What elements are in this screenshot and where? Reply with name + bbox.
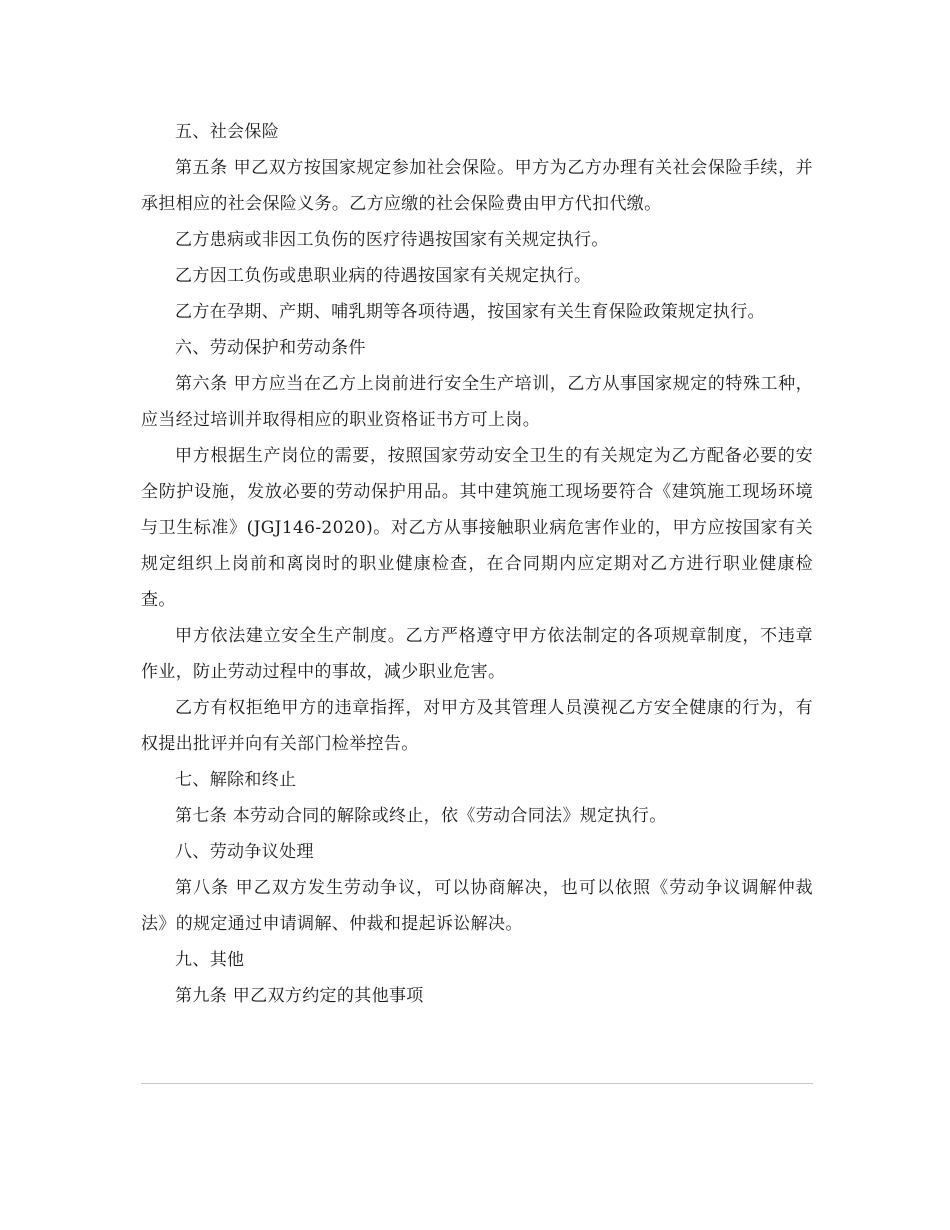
section-heading-labor-protection: 六、劳动保护和劳动条件 (175, 338, 366, 358)
article-9-paragraph: 第九条 甲乙双方约定的其他事项 (175, 986, 424, 1006)
section-heading-termination: 七、解除和终止 (175, 770, 297, 790)
work-injury-paragraph: 乙方因工负伤或患职业病的待遇按国家有关规定执行。 (175, 266, 592, 286)
section-heading-disputes: 八、劳动争议处理 (175, 842, 314, 862)
article-8-paragraph: 第八条 甲乙双方发生劳动争议，可以协商解决，也可以依照《劳动争议调解仲裁法》的规定通过申请调解、仲裁和提起诉讼解决。 (141, 878, 813, 934)
illness-treatment-paragraph: 乙方患病或非因工负伤的医疗待遇按国家有关规定执行。 (175, 230, 609, 250)
article-6-paragraph: 第六条 甲方应当在乙方上岗前进行安全生产培训，乙方从事国家规定的特殊工种，应当经过培训并取得相应的职业资格证书方可上岗。 (141, 374, 813, 430)
safety-equipment-paragraph: 甲方根据生产岗位的需要，按照国家劳动安全卫生的有关规定为乙方配备必要的安全防护设施，发放必要的劳动保护用品。其中建筑施工现场要符合《建筑施工现场环境与卫生标准》(JGJ146-2020)。对乙方从事接触职业病危害作业的，甲方应按国家有关规定组织上岗前和离岗时的职业健康检查，在合同期内应定期对乙方进行职业健康检查。 (141, 446, 813, 610)
article-7-paragraph: 第七条 本劳动合同的解除或终止，依《劳动合同法》规定执行。 (175, 806, 667, 826)
article-5-paragraph: 第五条 甲乙双方按国家规定参加社会保险。甲方为乙方办理有关社会保险手续，并承担相应的社会保险义务。乙方应缴的社会保险费由甲方代扣代缴。 (141, 158, 813, 214)
safety-system-paragraph: 甲方依法建立安全生产制度。乙方严格遵守甲方依法制定的各项规章制度，不违章作业，防止劳动过程中的事故，减少职业危害。 (141, 626, 813, 682)
section-heading-social-insurance: 五、社会保险 (175, 122, 280, 142)
refusal-rights-paragraph: 乙方有权拒绝甲方的违章指挥，对甲方及其管理人员漠视乙方安全健康的行为，有权提出批评并向有关部门检举控告。 (141, 698, 813, 754)
section-heading-other: 九、其他 (175, 950, 245, 970)
maternity-paragraph: 乙方在孕期、产期、哺乳期等各项待遇，按国家有关生育保险政策规定执行。 (175, 302, 765, 322)
footer-divider (141, 1083, 813, 1084)
document-body (141, 114, 813, 1014)
